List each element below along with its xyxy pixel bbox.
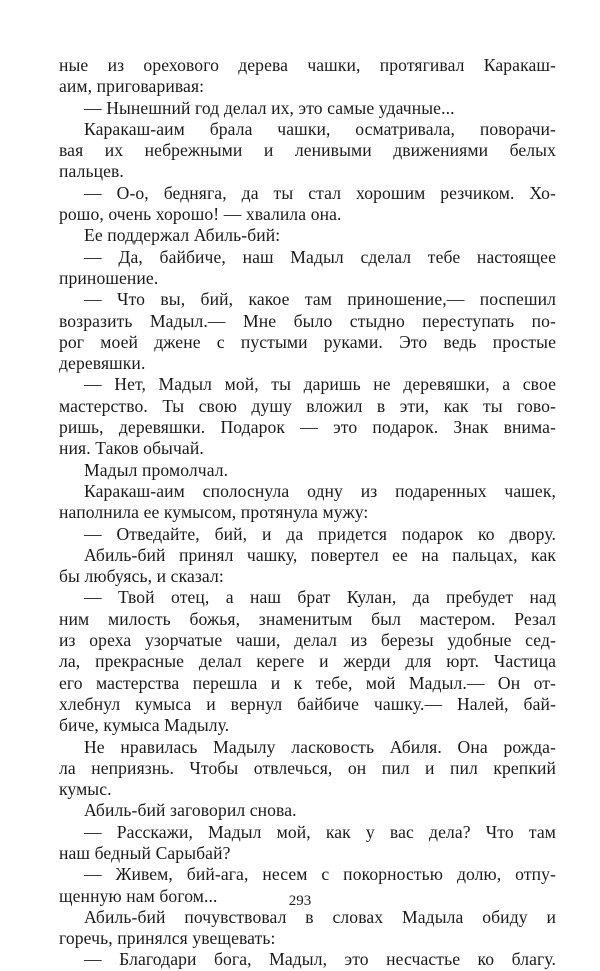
text-line: биче, кумыса Мадылу. [59,715,230,736]
text-line: наполнила ее кумысом, протянула мужу: [59,502,369,523]
text-line: Не нравилась Мадылу ласковость Абиля. Она рожда- [84,736,556,757]
text-line: — Живем, бий-ага, несем с покорностью долю, отпу- [84,864,556,885]
text-line: горечь, принялся увещевать: [59,928,276,949]
text-line: Абиль-бий заговорил снова. [84,800,297,821]
text-line: мастерство. Ты свою душу вложил в эти, как ты гово- [59,395,556,416]
text-line: кумыс. [59,779,112,800]
text-line: рог моей джене с пустыми руками. Это ведь простые [59,331,556,352]
book-page-text [59,55,556,971]
text-line: ла неприязнь. Чтобы отвлечься, он пил и пил крепкий [59,757,556,778]
text-line: приношение. [59,267,159,288]
text-line: наш бедный Сарыбай? [59,842,231,863]
text-line: деревяшки. [59,353,146,374]
text-line: — Что вы, бий, какое там приношение,— поспешил [84,289,556,310]
text-line: ришь, деревяшки. Подарок — это подарок. Знак внима- [59,417,556,438]
page-number: 293 [288,893,312,909]
text-line: — О-о, бедняга, да ты стал хорошим резчиком. Хо- [84,182,556,203]
text-line: Каракаш-аим брала чашки, осматривала, поворачи- [84,118,556,139]
text-line: из ореха узорчатые чаши, делал из березы удобные сед- [59,630,556,651]
text-line: вая их небрежными и ленивыми движениями белых [59,140,556,161]
text-line: ним милость божья, знаменитым был мастером. Резал [59,608,556,629]
text-line: рошо, очень хорошо! — хвалила она. [59,204,342,225]
text-line: хлебнул кумыса и вернул байбиче чашку.— Налей, бай- [59,693,556,714]
text-line: возразить Мадыл.— Мне было стыдно переступать по- [59,310,556,331]
text-line: его мастерства перешла и к тебе, мой Мадыл.— Он от- [59,672,556,693]
text-line: бы любуясь, и сказал: [59,566,224,587]
text-line: Мадыл промолчал. [84,459,229,480]
text-line: щенную нам богом... [59,885,218,906]
text-line: Каракаш-аим сполоснула одну из подаренных чашек, [84,480,556,501]
text-line: ные из орехового дерева чашки, протягивал Каракаш- [59,55,556,75]
text-line: — Благодари бога, Мадыл, это несчастье ко благу. [84,949,556,970]
text-line: Абиль-бий принял чашку, повертел ее на пальцах, как [84,544,556,565]
text-line: ла, прекрасные делал кереге и жерди для юрт. Частица [59,651,556,672]
text-line: — Твой отец, а наш брат Кулан, да пребудет над [84,587,556,608]
text-line: — Да, байбиче, наш Мадыл сделал тебе настоящее [84,246,556,267]
text-line: аим, приговаривая: [59,76,205,97]
text-line: — Отведайте, бий, и да придется подарок ко двору. [84,523,556,544]
text-line: Абиль-бий почувствовал в словах Мадыла обиду и [84,906,556,927]
text-line: — Нет, Мадыл мой, ты даришь не деревяшки, а свое [84,374,556,395]
text-line: — Нынешний год делал их, это самые удачные... [84,97,455,118]
text-line: Ее поддержал Абиль-бий: [84,225,281,246]
text-line: пальцев. [59,161,124,182]
text-line: ния. Таков обычай. [59,438,204,459]
text-line: — Расскажи, Мадыл мой, как у вас дела? Что там [84,821,556,842]
